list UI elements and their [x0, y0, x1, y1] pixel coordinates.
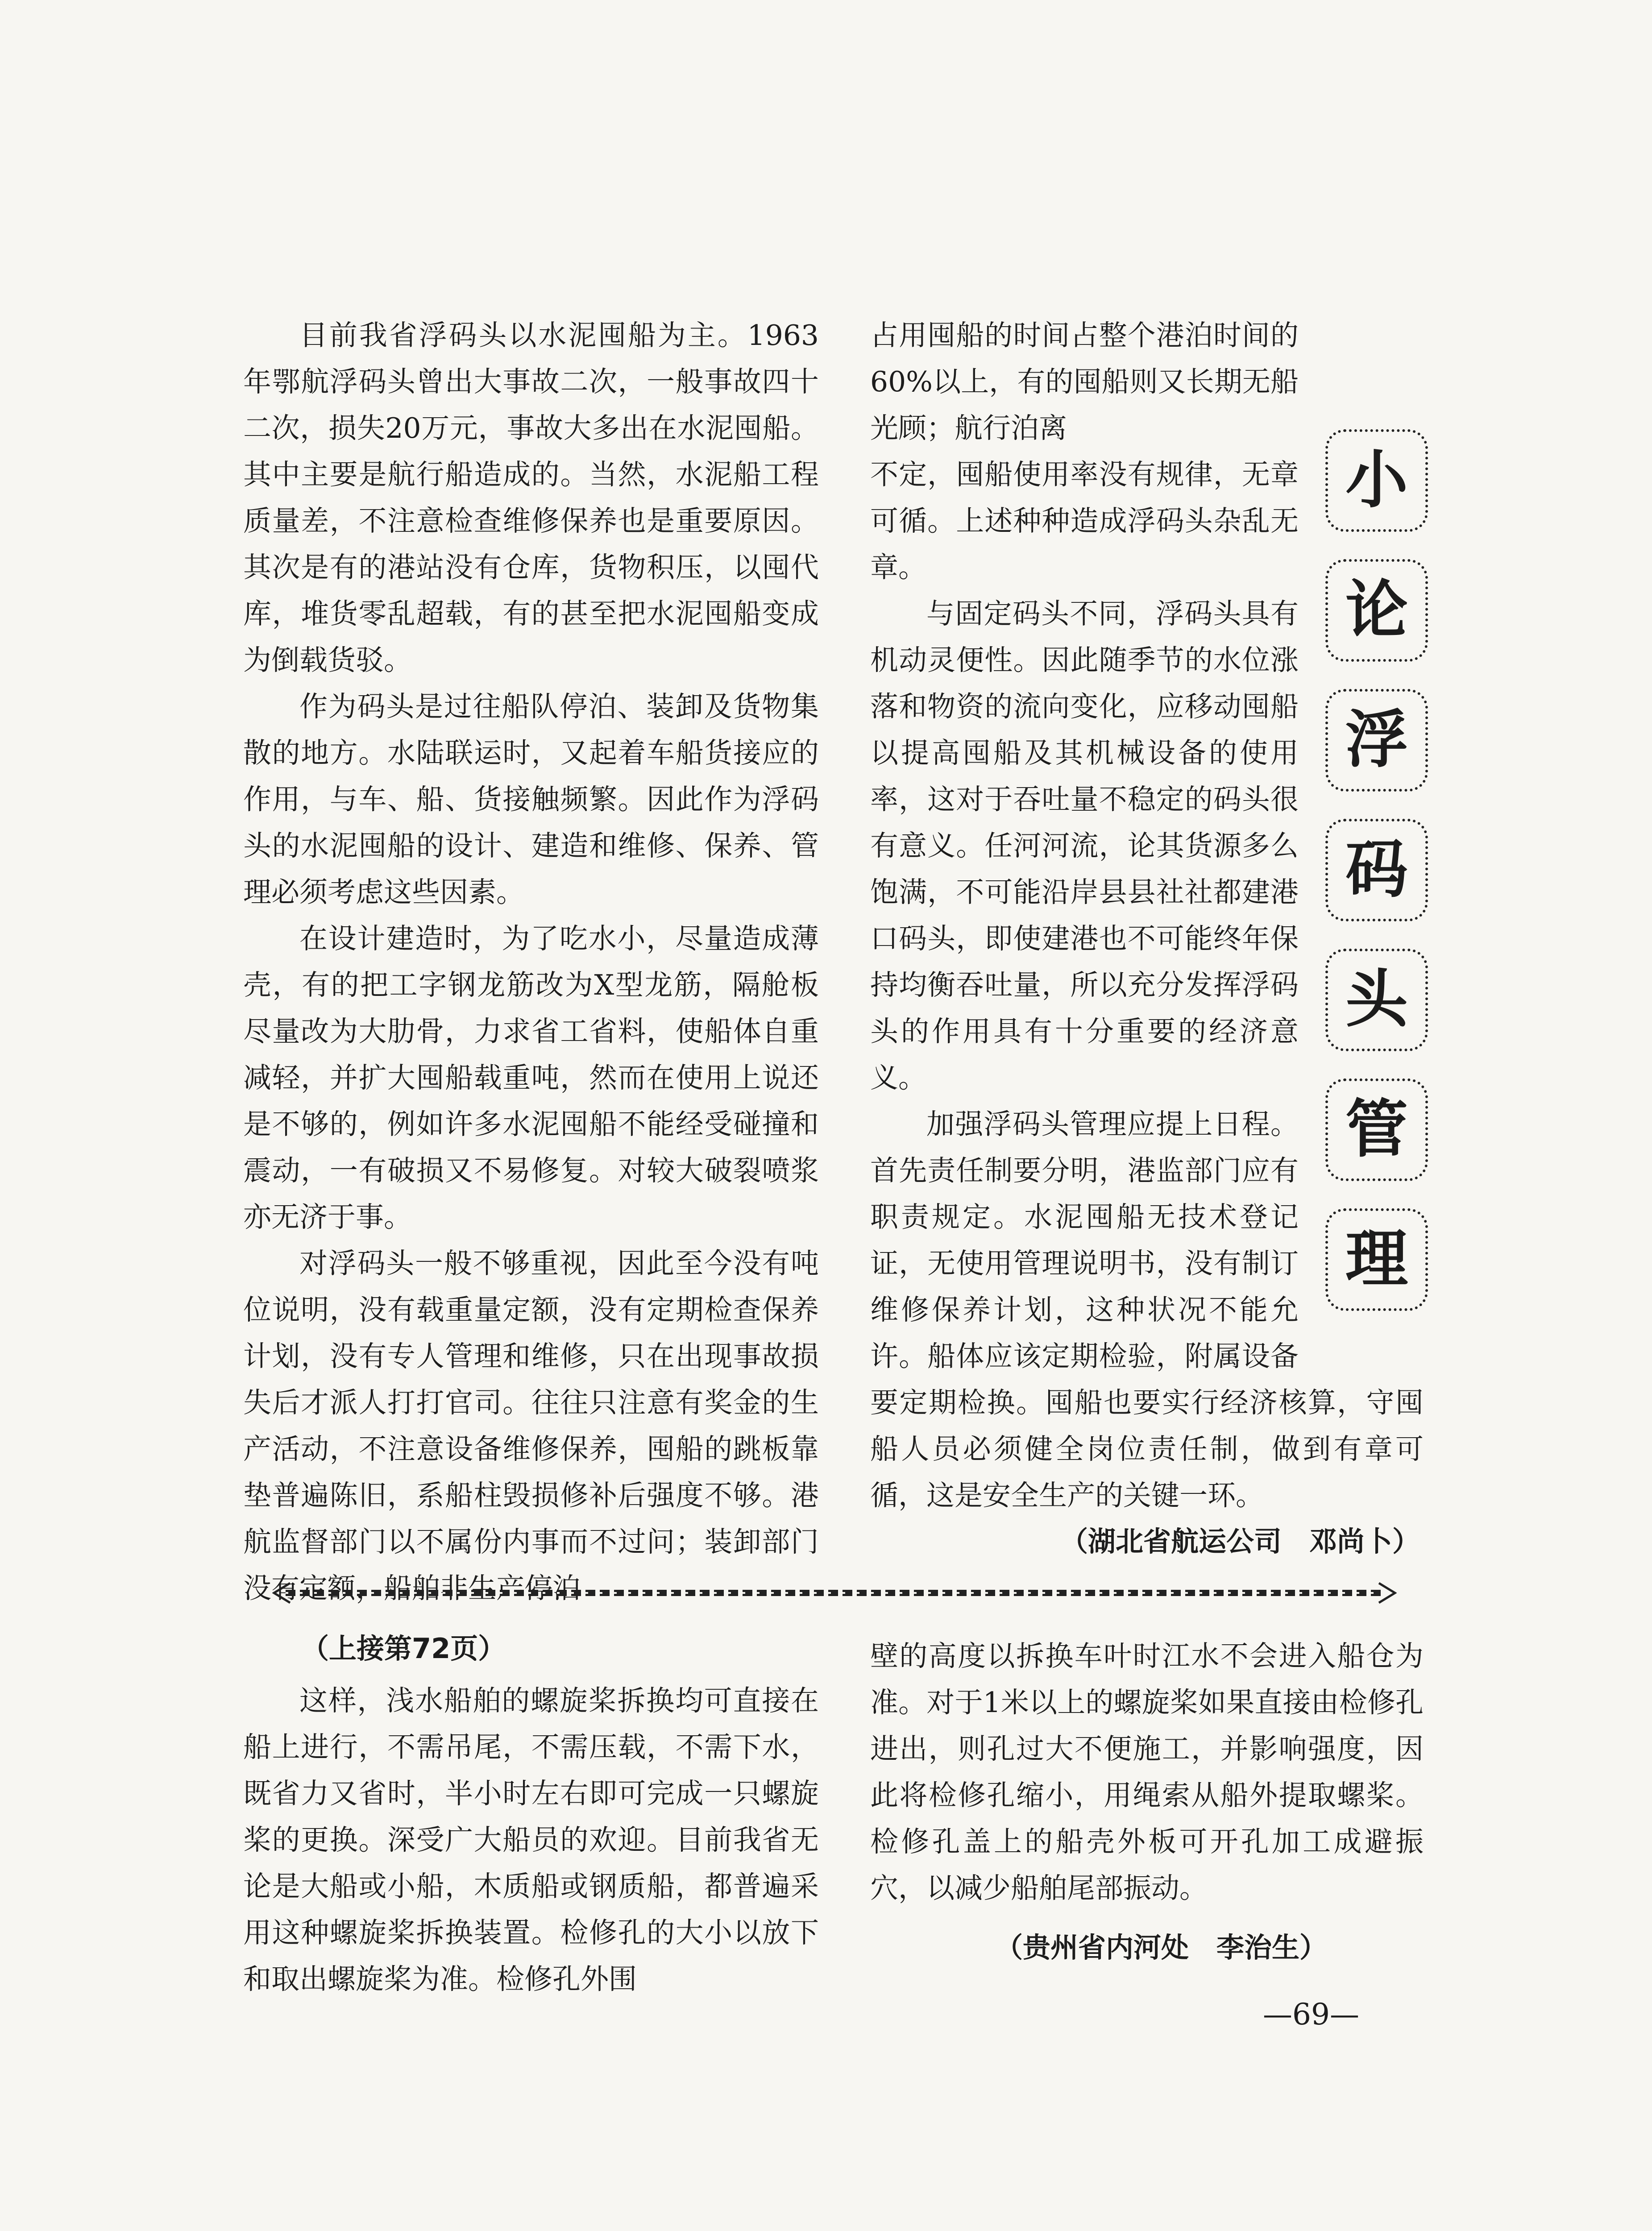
title-char: 管	[1325, 1078, 1428, 1181]
article-byline: （湖北省航运公司 邓尚卜）	[1060, 1525, 1420, 1558]
paragraph: 目前我省浮码头以水泥囤船为主。1963年鄂航浮码头曾出大事故二次，一般事故四十二次，损失20万元，事故大多出在水泥囤船。其中主要是航行船造成的。当然，水泥船工程质量差，不注意检查维修保养也是重要原因。其次是有的港站没有仓库，货物积压，以囤代库，堆货零乱超载，有的甚至把水泥囤船变成为倒载货驳。	[243, 319, 819, 676]
paragraph: 这样，浅水船舶的螺旋桨拆换均可直接在船上进行，不需吊尾，不需压载，不需下水，既省力又省时，半小时左右即可完成一只螺旋桨的更换。深受广大船员的欢迎。目前我省无论是大船或小船，木质船或钢质船，都普遍采用这种螺旋桨拆换装置。检修孔的大小以放下和取出螺旋桨为准。检修孔外围	[243, 1684, 819, 1995]
continuation-byline: （贵州省内河处 李治生）	[995, 1931, 1328, 1964]
paragraph: 加强浮码头管理应提上日程。首先责任制要分明，港监部门应有职责规定。水泥囤船无技术登记证，无使用管理说明书，没有制订维修保养计划，这种状况不能允许。船体应该定期检验，附属设备要定期检换。囤船也要实行经济核算，守囤船人员必须健全岗位责任制，做到有章可循，这是安全生产的关键一环。	[870, 1108, 1424, 1512]
paragraph: 占用囤船的时间占整个港泊时间的60%以上，有的囤船则又长期无船光顾；航行泊离	[870, 319, 1299, 444]
continuation-left-column	[243, 1678, 819, 2003]
continuation-label: （上接第72页）	[301, 1632, 506, 1665]
paragraph: 对浮码头一般不够重视，因此至今没有吨位说明，没有载重量定额，没有定期检查保养计划，没有专人管理和维修，只在出现事故损失后才派人打打官司。往往只注意有奖金的生产活动，不注意设备维修保养，囤船的跳板靠垫普遍陈旧，系船柱毁损修补后强度不够。港航监督部门以不属份内事而不过问；装卸部门没有定额，船舶非生产停泊	[243, 1247, 819, 1605]
article-left-column	[243, 312, 819, 1612]
title-char: 浮	[1325, 689, 1428, 792]
title-char: 论	[1325, 559, 1428, 662]
title-char: 头	[1325, 949, 1428, 1051]
title-char: 码	[1325, 819, 1428, 921]
title-char: 理	[1325, 1208, 1428, 1311]
paragraph: 不定，囤船使用率没有规律，无章可循。上述种种造成浮码头杂乱无章。	[870, 458, 1299, 584]
decorative-divider	[272, 1580, 1397, 1606]
paragraph: 作为码头是过往船队停泊、装卸及货物集散的地方。水陆联运时，又起着车船货接应的作用，与车、船、货接触频繁。因此作为浮码头的水泥囤船的设计、建造和维修、保养、管理必须考虑这些因素。	[243, 690, 819, 908]
paragraph: 与固定码头不同，浮码头具有机动灵便性。因此随季节的水位涨落和物资的流向变化，应移动囤船以提高囤船及其机械设备的使用率，这对于吞吐量不稳定的码头很有意义。任河河流，论其货源多么饱满，不可能沿岸县县社社都建港口码头，即使建港也不可能终年保持均衡吞吐量，所以充分发挥浮码头的作用具有十分重要的经济意义。	[870, 597, 1299, 1094]
article-title	[1312, 429, 1441, 1339]
paragraph: 在设计建造时，为了吃水小，尽量造成薄壳，有的把工字钢龙筋改为X型龙筋，隔舱板尽量改为大肋骨，力求省工省料，使船体自重减轻，并扩大囤船载重吨，然而在使用上说还是不够的，例如许多水泥囤船不能经受碰撞和震动，一有破损又不易修复。对较大破裂喷浆亦无济于事。	[243, 922, 819, 1233]
continuation-right-column	[870, 1633, 1424, 1912]
page-number: —69—	[1263, 1997, 1359, 2032]
paragraph: 壁的高度以拆换车叶时江水不会进入船仓为准。对于1米以上的螺旋桨如果直接由检修孔进出，则孔过大不便施工，并影响强度，因此将检修孔缩小，用绳索从船外提取螺桨。检修孔盖上的船壳外板可开孔加工成避振穴，以减少船舶尾部振动。	[870, 1640, 1424, 1904]
title-char: 小	[1325, 429, 1428, 532]
article-right-column	[870, 312, 1424, 1519]
